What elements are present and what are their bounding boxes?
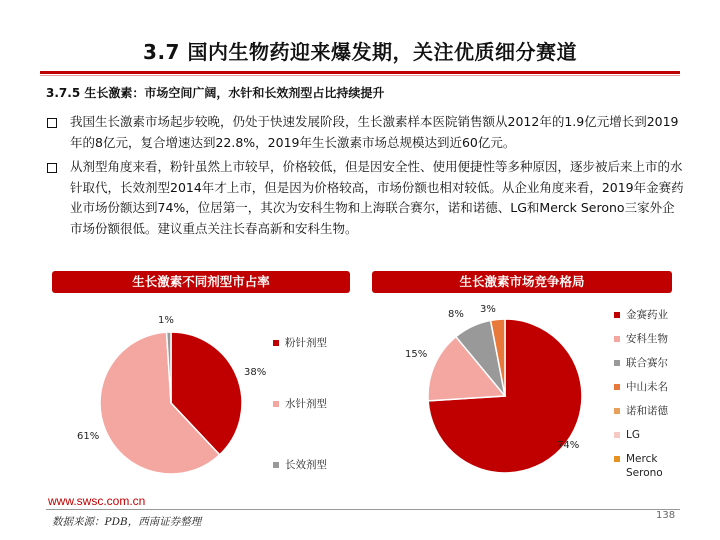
bullet-item [46, 112, 686, 153]
bullet-item [46, 157, 686, 239]
legend-item [614, 452, 674, 480]
data-source-note: 数据来源：PDB，西南证券整理 [52, 516, 202, 528]
legend-label: 长效剂型 [285, 459, 327, 471]
legend-label: 联合赛尔 [626, 357, 668, 369]
page-number: 138 [656, 510, 676, 521]
legend-item [273, 458, 327, 472]
legend-swatch [614, 456, 620, 462]
section-subtitle: 3.7.5 生长激素：市场空间广阔，水针和长效剂型占比持续提升 [46, 86, 385, 100]
legend-label: 金赛药业 [626, 309, 668, 321]
legend-swatch [614, 336, 620, 342]
pie-chart-dosage-form [100, 332, 242, 474]
legend-swatch [614, 384, 620, 390]
page-title: 3.7 国内生物药迎来爆发期，关注优质细分赛道 [143, 40, 577, 64]
legend-dosage-form [273, 336, 327, 472]
legend-item [614, 404, 674, 418]
legend-swatch [614, 432, 620, 438]
legend-swatch [614, 312, 620, 318]
legend-label: 安科生物 [626, 333, 668, 345]
legend-label: 粉针剂型 [285, 337, 327, 349]
bullet-text: 我国生长激素市场起步较晚，仍处于快速发展阶段，生长激素样本医院销售额从2012年的1.9亿元增长到2019年的8亿元，复合增速达到22.8%，2019年生长激素市场总规模达到近60亿元。 [70, 114, 679, 150]
checkbox-bullet-icon [47, 118, 57, 128]
pie-label-united-cell: 8% [448, 309, 464, 320]
pie-label-zhongshan: 3% [480, 304, 496, 315]
chart-title-competition: 生长激素市场竞争格局 [372, 271, 672, 293]
bullet-text: 从剂型角度来看，粉针虽然上市较早，价格较低，但是因安全性、使用便捷性等多种原因，逐步被后来上市的水针取代，长效剂型2014年才上市，但是因为价格较高，市场份额也相对较低。从企业角度来看，2019年金赛药业市场份额达到74%，位居第一，其次为安科生物和上海联合赛尔，诺和诺德、LG和Merck Serono三家外企市场份额很低。建议重点关注长春高新和安科生物。 [70, 159, 684, 236]
legend-item [614, 332, 674, 346]
legend-item [273, 397, 327, 411]
website-link[interactable]: www.swsc.com.cn [48, 494, 146, 508]
pie-label-anke: 15% [405, 349, 428, 360]
pie-label-powder: 38% [244, 367, 267, 378]
bullet-list [46, 112, 686, 243]
legend-swatch [273, 462, 279, 468]
legend-label: LG [626, 429, 640, 441]
legend-swatch [614, 360, 620, 366]
pie-label-jinsai: 74% [557, 440, 580, 451]
legend-swatch [273, 340, 279, 346]
pie-label-long-acting: 1% [158, 315, 174, 326]
legend-competition [614, 308, 674, 480]
pie-label-water: 61% [77, 431, 100, 442]
legend-item [614, 380, 674, 394]
footer-divider [46, 509, 680, 510]
legend-item [614, 308, 674, 322]
legend-swatch [614, 408, 620, 414]
legend-item [614, 356, 674, 370]
legend-swatch [273, 401, 279, 407]
title-divider-thin [40, 75, 680, 76]
chart-title-dosage-form: 生长激素不同剂型市占率 [52, 271, 350, 293]
legend-item [614, 428, 674, 442]
title-divider [40, 71, 680, 74]
legend-item [273, 336, 327, 350]
legend-label: 水针剂型 [285, 398, 327, 410]
checkbox-bullet-icon [47, 163, 57, 173]
legend-label: 中山未名 [626, 381, 668, 393]
legend-label: 诺和诺德 [626, 405, 668, 417]
legend-label: Merck Serono [626, 453, 663, 479]
